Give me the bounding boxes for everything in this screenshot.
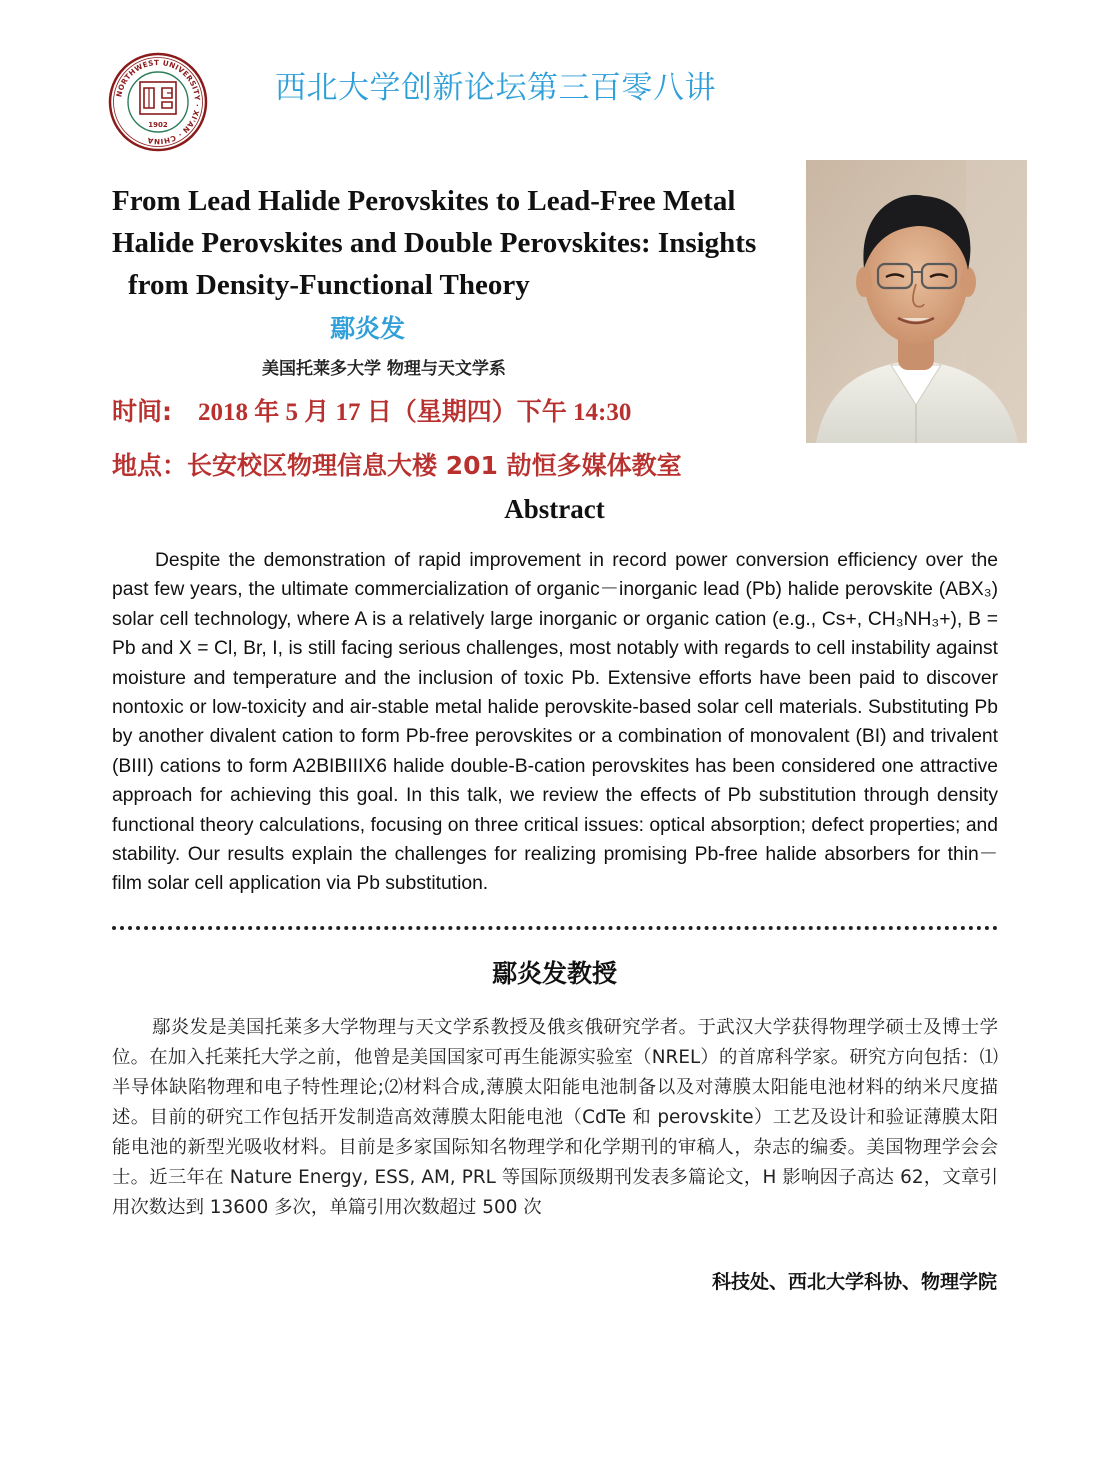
talk-title-line: Halide Perovskites and Double Perovskites: Insights bbox=[112, 227, 757, 259]
talk-title-line: from Density-Functional Theory bbox=[128, 269, 530, 301]
time-value: 2018 年 5 月 17 日（星期四）下午 14:30 bbox=[198, 399, 632, 426]
speaker-portrait bbox=[806, 160, 1027, 443]
section-divider bbox=[112, 926, 998, 930]
bio-body: 鄢炎发是美国托莱多大学物理与天文学系教授及俄亥俄研究学者。于武汉大学获得物理学硕士及博士学位。在加入托莱托大学之前，他曾是美国国家可再生能源实验室（NREL）的首席科学家。研究方向包括：⑴半导体缺陷物理和电子特性理论;⑵材料合成,薄膜太阳能电池制备以及对薄膜太阳能电池材料的纳米尺度描述。目前的研究工作包括开发制造高效薄膜太阳能电池（CdTe 和 perovskite）工艺及设计和验证薄膜太阳能电池的新型光吸收材料。目前是多家国际知名物理学和化学期刊的审稿人，杂志的编委。美国物理学会会士。近三年在 Nature Energy, ESS, AM, PRL 等国际顶级期刊发表多篇论文，H 影响因子高达 62，文章引用次数达到 13600 多次，单篇引用次数超过 500 次 bbox=[112, 1017, 998, 1218]
event-time bbox=[112, 392, 631, 428]
abstract-body: Despite the demonstration of rapid improvement in record power conversion efficiency over the past few years, the ultimate commercialization of organic－inorganic lead (Pb) halide perovskite (ABX₃) solar cell technology, where A is a relatively large inorganic or organic cation (e.g., Cs+, CH₃NH₃+), B = Pb and X = Cl, Br, I, is still facing serious challenges, most notably with regards to cell instability against moisture and temperature and the inclusion of toxic Pb. Extensive efforts have been paid to discover nontoxic or low-toxicity and air-stable metal halide perovskite-based solar cell materials. Substituting Pb by another divalent cation to form Pb-free perovskites or a combination of monovalent (BI) and trivalent (BIII) cations to form A2BIBIIIX6 halide double-B-cation perovskites has been considered one attractive approach for achieving this goal. In this talk, we review the effects of Pb substitution through density functional theory calculations, focusing on three critical issues: optical absorption; defect properties; and stability. Our results explain the challenges for realizing promising Pb-free halide absorbers for thin－film solar cell application via Pb substitution. bbox=[112, 550, 998, 895]
seal-ring-text: NORTHWEST UNIVERSITY · XI'AN · CHINA bbox=[114, 57, 203, 147]
speaker-affiliation: 美国托莱多大学 物理与天文学系 bbox=[262, 359, 506, 379]
talk-title-line: From Lead Halide Perovskites to Lead-Free Metal bbox=[112, 185, 736, 217]
seal-year: 1902 bbox=[148, 121, 168, 129]
forum-title: 西北大学创新论坛第三百零八讲 bbox=[275, 70, 716, 106]
talk-title bbox=[112, 180, 812, 306]
bio-heading: 鄢炎发教授 bbox=[491, 959, 617, 988]
university-seal-icon bbox=[108, 52, 208, 152]
speaker-name: 鄢炎发 bbox=[330, 314, 406, 343]
organizers: 科技处、西北大学科协、物理学院 bbox=[711, 1271, 997, 1293]
time-label: 时间: bbox=[112, 397, 172, 426]
abstract-heading: Abstract bbox=[504, 494, 605, 524]
event-place: 地点：长安校区物理信息大楼 201 劼恒多媒体教室 bbox=[112, 451, 682, 480]
